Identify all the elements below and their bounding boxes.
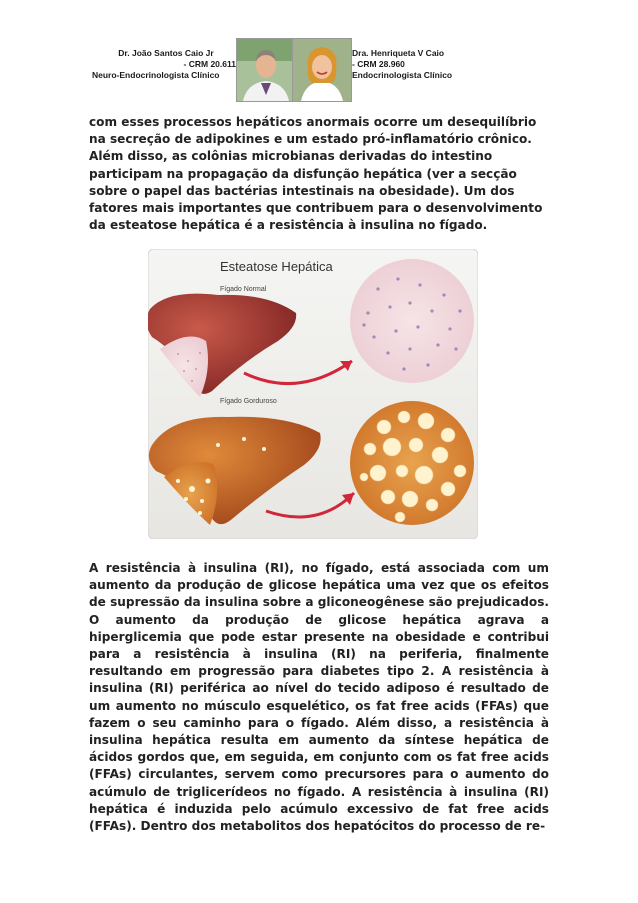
label-normal-liver: Fígado Normal [220,286,267,293]
paragraph-intro: com esses processos hepáticos anormais ocorre um desequilíbrio na secreção de adipokines e um estado pró-inflamatório crônico. Além disso, as colônias microbianas derivadas do intestino participam na propagação da disfunção hepática (ver a secção sobre o papel das bactérias intestinais na obesidade). Um dos fatores mais importantes que contribuem para o desenvolvimento da esteatose hepática é a resistência à insulina no fígado. [89,115,543,233]
normal-tissue-magnified [350,259,474,383]
doctor-right-name: Dra. Henriqueta V Caio [352,48,445,58]
paragraph-insulin-resistance: A resistência à insulina (RI), no fígado, está associada com um aumento da produção de glicose hepática uma vez que os efeitos de supressão da insulina sobre a gliconeogênese são prejudicados. O aumento da produção de glicose hepática agrava a hiperglicemia que pode estar presente na obesidade e contribui para a resistência à insulina (RI) na periferia, finalmente resultando em progressão para diabetes tipo 2. A resistência à insulina (RI) periférica ao nível do tecido adiposo é resultado de um aumento no músculo esquelético, os fat free acids (FFAs) que fazem o seu caminho para o fígado. Além disso, a resistência à insulina hepática resulta em aumento da síntese hepática de ácidos gordos que, em seguida, em conjunto com os fat free acids (FFAs) circulantes, servem como precursores para o aumento do acúmulo de triglicerídeos no fígado. A resistência à insulina (RI) hepática é induzida pelo acúmulo excessivo de fat free acids (FFAs). Dentro dos metabolitos dos hepatócitos do processo de re- [89,561,549,834]
letterhead [0,34,638,104]
doctor-left-name: Dr. João Santos Caio Jr [118,48,214,58]
doctor-left-credentials [92,48,236,81]
doctor-right-specialty: Endocrinologista Clínico [352,70,453,80]
doctor-left-crm: - CRM 20.611 [183,59,236,69]
doctor-left-specialty: Neuro-Endocrinologista Clínico [92,70,220,80]
doctor-right-photo [292,38,352,102]
doctor-right-crm: - CRM 28.960 [352,59,405,69]
doctor-left-photo [236,38,296,102]
fatty-tissue-magnified [350,401,474,525]
figure-title: Esteatose Hepática [220,259,333,274]
steatosis-illustration [148,249,478,539]
label-fatty-liver: Fígado Gorduroso [220,398,277,405]
doctor-right-credentials [352,48,492,81]
